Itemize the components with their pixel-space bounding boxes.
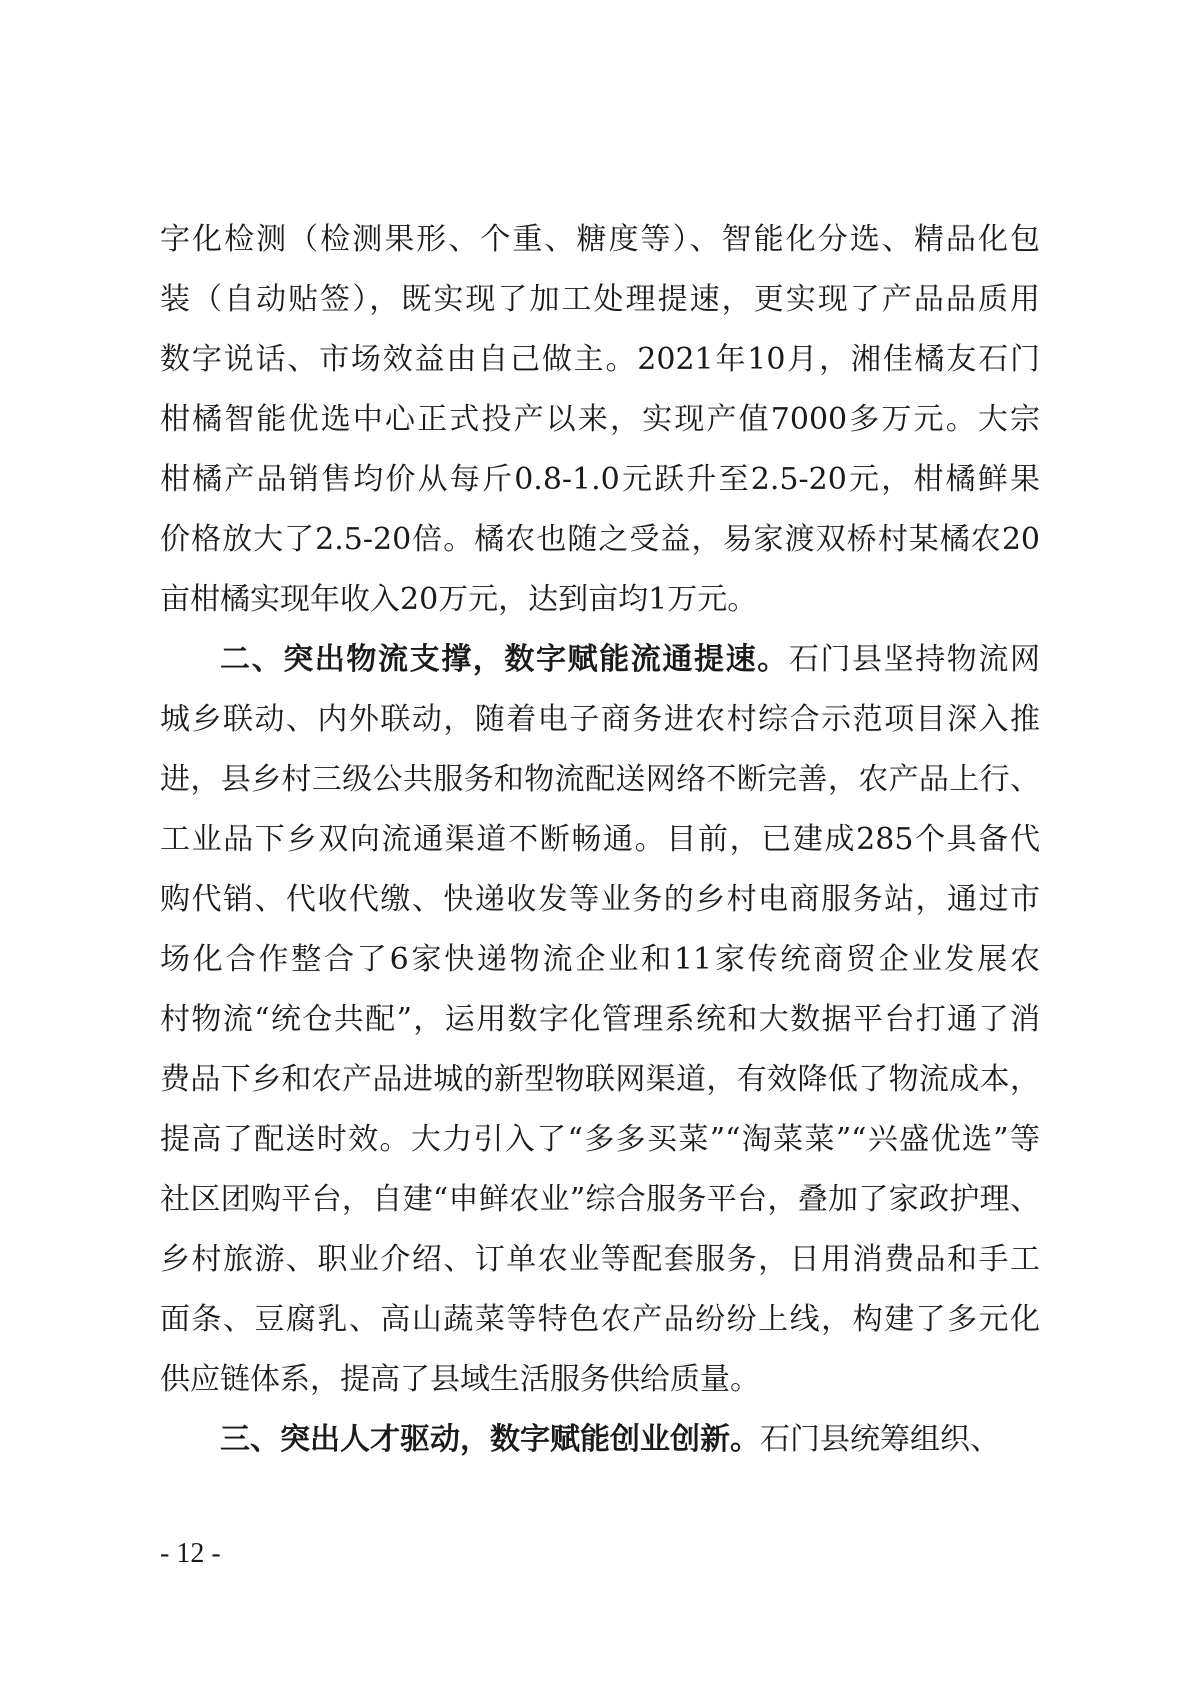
text-line: 费品下乡和农产品进城的新型物联网渠道，有效降低了物流成本，	[160, 1062, 1040, 1097]
section-3-heading: 三、突出人才驱动，数字赋能创业创新。	[220, 1422, 760, 1457]
section-3-lead-text: 石门县统筹组织、	[760, 1422, 1000, 1457]
section-2-first-line	[160, 630, 1040, 690]
text-line: 村物流“统仓共配”，运用数字化管理系统和大数据平台打通了消	[160, 1002, 1040, 1037]
section-3	[160, 1410, 1040, 1470]
text-line: 场化合作整合了6家快递物流企业和11家传统商贸企业发展农	[160, 942, 1040, 977]
text-line: 供应链体系，提高了县域生活服务供给质量。	[160, 1362, 760, 1397]
section-2-lead-text: 石门县坚持物流网	[788, 642, 1040, 677]
section-2	[160, 630, 1040, 1410]
text-line: 柑橘产品销售均价从每斤0.8-1.0元跃升至2.5-20元，柑橘鲜果	[160, 462, 1040, 497]
text-line: 数字说话、市场效益由自己做主。2021年10月，湘佳橘友石门	[160, 342, 1040, 377]
text-line: 亩柑橘实现年收入20万元，达到亩均1万元。	[160, 582, 758, 617]
text-line: 城乡联动、内外联动，随着电子商务进农村综合示范项目深入推	[160, 702, 1040, 737]
page-number: - 12 -	[160, 1538, 221, 1569]
text-line: 进，县乡村三级公共服务和物流配送网络不断完善，农产品上行、	[160, 762, 1040, 797]
document-body	[160, 210, 1040, 1470]
text-line: 柑橘智能优选中心正式投产以来，实现产值7000多万元。大宗	[160, 402, 1040, 437]
text-line: 价格放大了2.5-20倍。橘农也随之受益，易家渡双桥村某橘农20	[160, 522, 1040, 557]
paragraph-1	[160, 210, 1040, 630]
text-line: 面条、豆腐乳、高山蔬菜等特色农产品纷纷上线，构建了多元化	[160, 1302, 1040, 1337]
text-line: 工业品下乡双向流通渠道不断畅通。目前，已建成285个具备代	[160, 822, 1040, 857]
text-line: 社区团购平台，自建“申鲜农业”综合服务平台，叠加了家政护理、	[160, 1182, 1040, 1217]
text-line: 字化检测（检测果形、个重、糖度等）、智能化分选、精品化包	[160, 222, 1040, 257]
text-line: 乡村旅游、职业介绍、订单农业等配套服务，日用消费品和手工	[160, 1242, 1040, 1277]
text-line: 购代销、代收代缴、快递收发等业务的乡村电商服务站，通过市	[160, 882, 1040, 917]
section-3-first-line	[160, 1410, 1040, 1470]
section-2-heading: 二、突出物流支撑，数字赋能流通提速。	[220, 642, 789, 677]
text-line: 装（自动贴签），既实现了加工处理提速，更实现了产品品质用	[160, 282, 1040, 317]
text-line: 提高了配送时效。大力引入了“多多买菜”“淘菜菜”“兴盛优选”等	[160, 1122, 1040, 1157]
